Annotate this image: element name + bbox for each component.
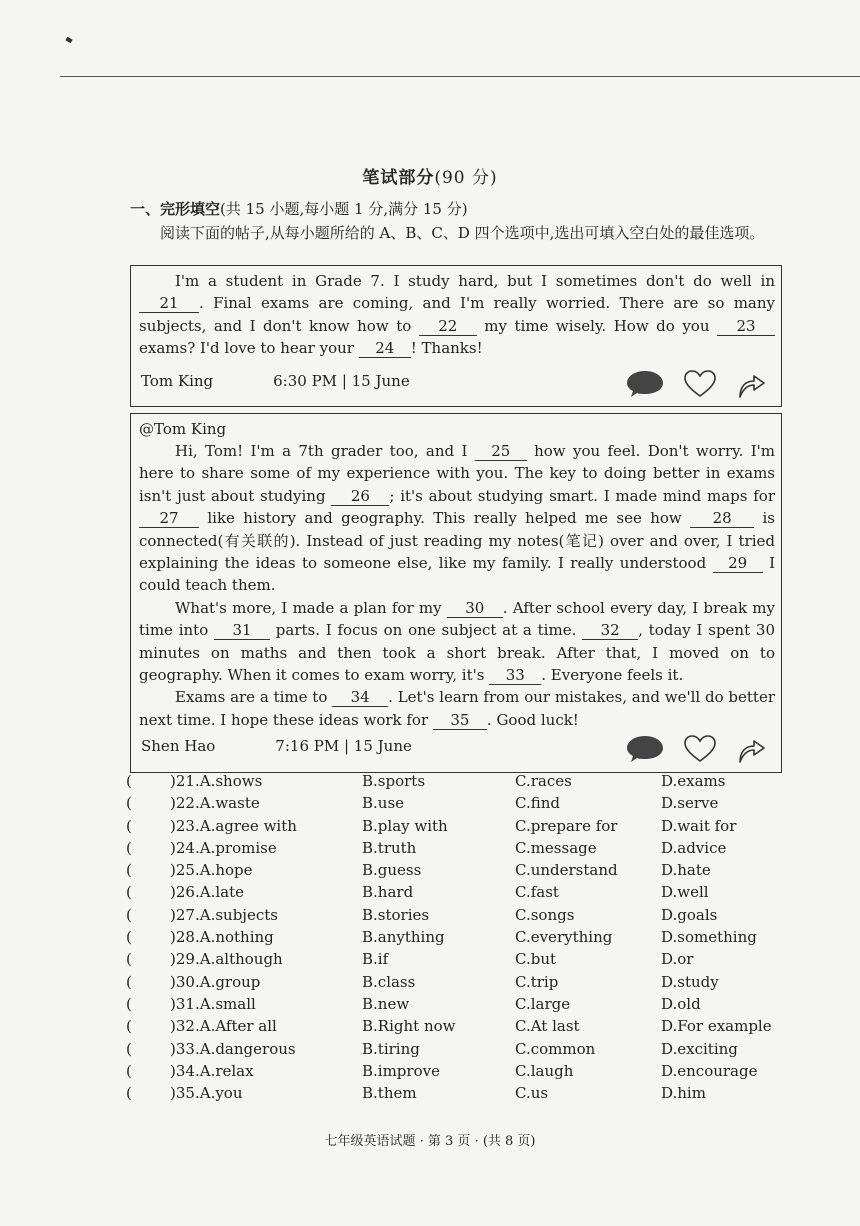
option-d[interactable]: D.well [661, 883, 709, 902]
option-a[interactable]: )29.A.although [170, 950, 283, 969]
share-icon[interactable] [735, 733, 767, 765]
post1-body [139, 270, 775, 360]
option-b[interactable]: B.truth [362, 838, 417, 857]
option-d[interactable]: D.For example [661, 1017, 772, 1036]
option-c[interactable]: C.songs [515, 905, 575, 924]
option-row-32 [126, 1017, 806, 1039]
option-c[interactable]: C.understand [515, 861, 618, 880]
option-row-27 [126, 906, 806, 928]
post2-text: ; it's about studying smart. I made mind maps for [389, 486, 775, 505]
blank-34[interactable]: 34 [332, 688, 388, 707]
post2-text: like history and geography. This really helped me see how [199, 509, 691, 528]
option-d[interactable]: D.hate [661, 861, 711, 880]
post2-meta [141, 737, 412, 755]
option-b[interactable]: B.if [362, 950, 389, 969]
post2-paragraph-3 [139, 686, 775, 731]
option-c[interactable]: C.races [515, 772, 572, 790]
option-a[interactable]: )30.A.group [170, 972, 261, 991]
option-row-34 [126, 1062, 806, 1084]
blank-25[interactable]: 25 [475, 442, 527, 461]
option-b[interactable]: B.use [362, 794, 405, 813]
section-heading-title: 一、完形填空 [130, 200, 221, 218]
answer-paren[interactable]: ( [126, 1039, 132, 1058]
post1-text: my time wisely. How do you [476, 316, 717, 335]
answer-paren[interactable]: ( [126, 928, 132, 947]
option-b[interactable]: B.new [362, 994, 410, 1013]
option-row-25 [126, 861, 806, 883]
post2-text: . Good luck! [486, 710, 579, 729]
option-b[interactable]: B.hard [362, 883, 414, 902]
option-a[interactable]: )24.A.promise [170, 838, 277, 857]
share-icon[interactable] [735, 368, 767, 400]
option-row-23 [126, 817, 806, 839]
post1-text: ! Thanks! [410, 339, 483, 358]
option-d[interactable]: D.or [661, 950, 694, 969]
post2-text: how you feel. Don't worry. I'm here to share some of my experience with you. The key to doing better in exams isn't just about studying [139, 442, 776, 505]
blank-30[interactable]: 30 [447, 599, 503, 618]
post-tom-king [130, 265, 782, 407]
option-row-26 [126, 883, 806, 905]
post2-text: . Let's learn from our mistakes, and we'll do better next time. I hope these ideas work for [139, 688, 775, 729]
post2-text: Hi, Tom! I'm a 7th grader too, and I [175, 442, 475, 460]
post2-text: . Everyone feels it. [541, 666, 684, 685]
option-d[interactable]: D.advice [661, 838, 727, 857]
answer-paren[interactable]: ( [126, 816, 132, 835]
post2-paragraph-1 [139, 440, 775, 597]
answer-paren[interactable]: ( [126, 1017, 132, 1036]
post-shen-hao [130, 413, 782, 773]
option-c[interactable]: C.fast [515, 883, 559, 902]
option-row-29 [126, 950, 806, 972]
post1-meta [141, 372, 410, 390]
option-row-35 [126, 1084, 806, 1106]
post2-time: 7:16 PM | 15 June [275, 737, 412, 755]
option-d[interactable]: D.study [661, 972, 719, 991]
option-row-24 [126, 839, 806, 861]
blank-29[interactable]: 29 [713, 554, 763, 573]
option-row-22 [126, 794, 806, 816]
option-d[interactable]: D.encourage [661, 1061, 758, 1080]
title-points: (90 分) [434, 168, 498, 188]
title-text: 笔试部分 [362, 168, 435, 188]
option-a[interactable]: )35.A.you [170, 1084, 243, 1103]
answer-paren[interactable]: ( [126, 772, 132, 790]
option-row-21 [126, 772, 806, 794]
option-a[interactable]: )25.A.hope [170, 861, 253, 880]
option-a[interactable]: )26.A.late [170, 883, 244, 902]
blank-22[interactable]: 22 [419, 317, 477, 336]
post2-text: Exams are a time to [175, 688, 333, 707]
option-row-30 [126, 973, 806, 995]
answer-paren[interactable]: ( [126, 972, 132, 991]
blank-28[interactable]: 28 [690, 509, 754, 528]
comment-icon[interactable] [625, 369, 665, 399]
option-d[interactable]: D.serve [661, 794, 719, 813]
option-b[interactable]: B.them [362, 1084, 417, 1103]
blank-26[interactable]: 26 [331, 487, 389, 506]
option-a[interactable]: )22.A.waste [170, 794, 260, 813]
option-b[interactable]: B.Right now [362, 1017, 456, 1036]
option-c[interactable]: C.message [515, 838, 597, 857]
heart-icon[interactable] [683, 369, 717, 399]
option-b[interactable]: B.class [362, 972, 416, 991]
option-b[interactable]: B.tiring [362, 1039, 420, 1058]
post2-text: parts. I focus on one subject at a time. [270, 621, 583, 640]
answer-paren[interactable]: ( [126, 1084, 132, 1103]
option-a[interactable]: )33.A.dangerous [170, 1039, 296, 1058]
option-row-31 [126, 995, 806, 1017]
option-b[interactable]: B.improve [362, 1061, 440, 1080]
option-d[interactable]: D.old [661, 994, 701, 1013]
option-c[interactable]: C.large [515, 994, 571, 1013]
option-c[interactable]: C.common [515, 1039, 596, 1058]
option-b[interactable]: B.sports [362, 772, 426, 790]
option-d[interactable]: D.him [661, 1084, 706, 1103]
option-b[interactable]: B.anything [362, 928, 445, 947]
option-c[interactable]: C.but [515, 950, 557, 969]
blank-31[interactable]: 31 [214, 621, 270, 640]
option-d[interactable]: D.goals [661, 905, 718, 924]
option-d[interactable]: D.exciting [661, 1039, 738, 1058]
post1-text: . Final exams are coming, and I'm really worried. There are so many subjects, and I don't know how to [139, 294, 775, 335]
post1-author: Tom King [141, 372, 214, 390]
post2-text: is connected(有关联的). Instead of just reading my notes(笔记) over and over, I tried explaining the ideas to someone else, like my family. I really understood [139, 509, 776, 573]
answer-paren[interactable]: ( [126, 861, 132, 880]
blank-21[interactable]: 21 [139, 294, 199, 313]
option-d[interactable]: D.something [661, 928, 757, 947]
answer-options [126, 772, 806, 1106]
option-d[interactable]: D.wait for [661, 816, 737, 835]
section-rule: (共 15 小题,每小题 1 分,满分 15 分) [220, 200, 468, 218]
option-b[interactable]: B.guess [362, 861, 422, 880]
option-a[interactable]: )34.A.relax [170, 1061, 254, 1080]
post2-text: . After school every day, I break my time into [139, 598, 775, 640]
option-b[interactable]: B.stories [362, 905, 430, 924]
blank-35[interactable]: 35 [433, 711, 487, 730]
section-title [0, 163, 860, 188]
blank-24[interactable]: 24 [359, 339, 411, 358]
option-c[interactable]: C.laugh [515, 1061, 574, 1080]
option-a[interactable]: )23.A.agree with [170, 816, 297, 835]
blank-23[interactable]: 23 [717, 317, 775, 336]
answer-paren[interactable]: ( [126, 838, 132, 857]
answer-paren[interactable]: ( [126, 794, 132, 813]
blank-27[interactable]: 27 [139, 509, 199, 528]
option-row-28 [126, 928, 806, 950]
answer-paren[interactable]: ( [126, 994, 132, 1013]
option-a[interactable]: )28.A.nothing [170, 928, 274, 947]
blank-32[interactable]: 32 [582, 621, 638, 640]
instructions: 阅读下面的帖子,从每小题所给的 A、B、C、D 四个选项中,选出可填入空白处的最佳选项。 [160, 224, 765, 242]
option-c[interactable]: C.everything [515, 928, 613, 947]
answer-paren[interactable]: ( [126, 1061, 132, 1080]
post1-text: I'm a student in Grade 7. I study hard, but I sometimes don't do well in [175, 272, 775, 290]
option-c[interactable]: C.us [515, 1084, 549, 1103]
post1-text: exams? I'd love to hear your [139, 339, 359, 358]
option-c[interactable]: C.prepare for [515, 816, 618, 835]
post2-text: I could teach them. [139, 554, 775, 595]
post2-text: , today I spent 30 minutes on maths and then took a short break. After that, I moved on to geography. When it comes to exam worry, it's [139, 621, 775, 685]
option-c[interactable]: C.trip [515, 972, 559, 991]
comment-icon[interactable] [625, 734, 665, 764]
post1-time: 6:30 PM | 15 June [273, 372, 410, 390]
option-b[interactable]: B.play with [362, 816, 448, 835]
blank-33[interactable]: 33 [489, 666, 541, 685]
post2-author: Shen Hao [141, 737, 216, 755]
post2-paragraph-2 [139, 597, 775, 687]
option-row-33 [126, 1040, 806, 1062]
page-footer: 七年级英语试题 · 第 3 页 · (共 8 页) [324, 1134, 536, 1149]
option-c[interactable]: C.At last [515, 1017, 580, 1036]
answer-paren[interactable]: ( [126, 905, 132, 924]
post2-text: What's more, I made a plan for my [175, 598, 447, 617]
post2-actions [625, 733, 767, 765]
option-c[interactable]: C.find [515, 794, 560, 813]
option-a[interactable]: )32.A.After all [170, 1017, 277, 1036]
option-a[interactable]: )27.A.subjects [170, 905, 278, 924]
answer-paren[interactable]: ( [126, 950, 132, 969]
post1-actions [625, 368, 767, 400]
scan-speck [65, 37, 72, 43]
option-a[interactable]: )31.A.small [170, 994, 256, 1013]
header-rule [60, 76, 860, 77]
option-d[interactable]: D.exams [661, 772, 726, 790]
section-heading [130, 198, 468, 219]
heart-icon[interactable] [683, 734, 717, 764]
post2-mention: @Tom King [139, 420, 227, 438]
option-a[interactable]: )21.A.shows [170, 772, 263, 790]
answer-paren[interactable]: ( [126, 883, 132, 902]
